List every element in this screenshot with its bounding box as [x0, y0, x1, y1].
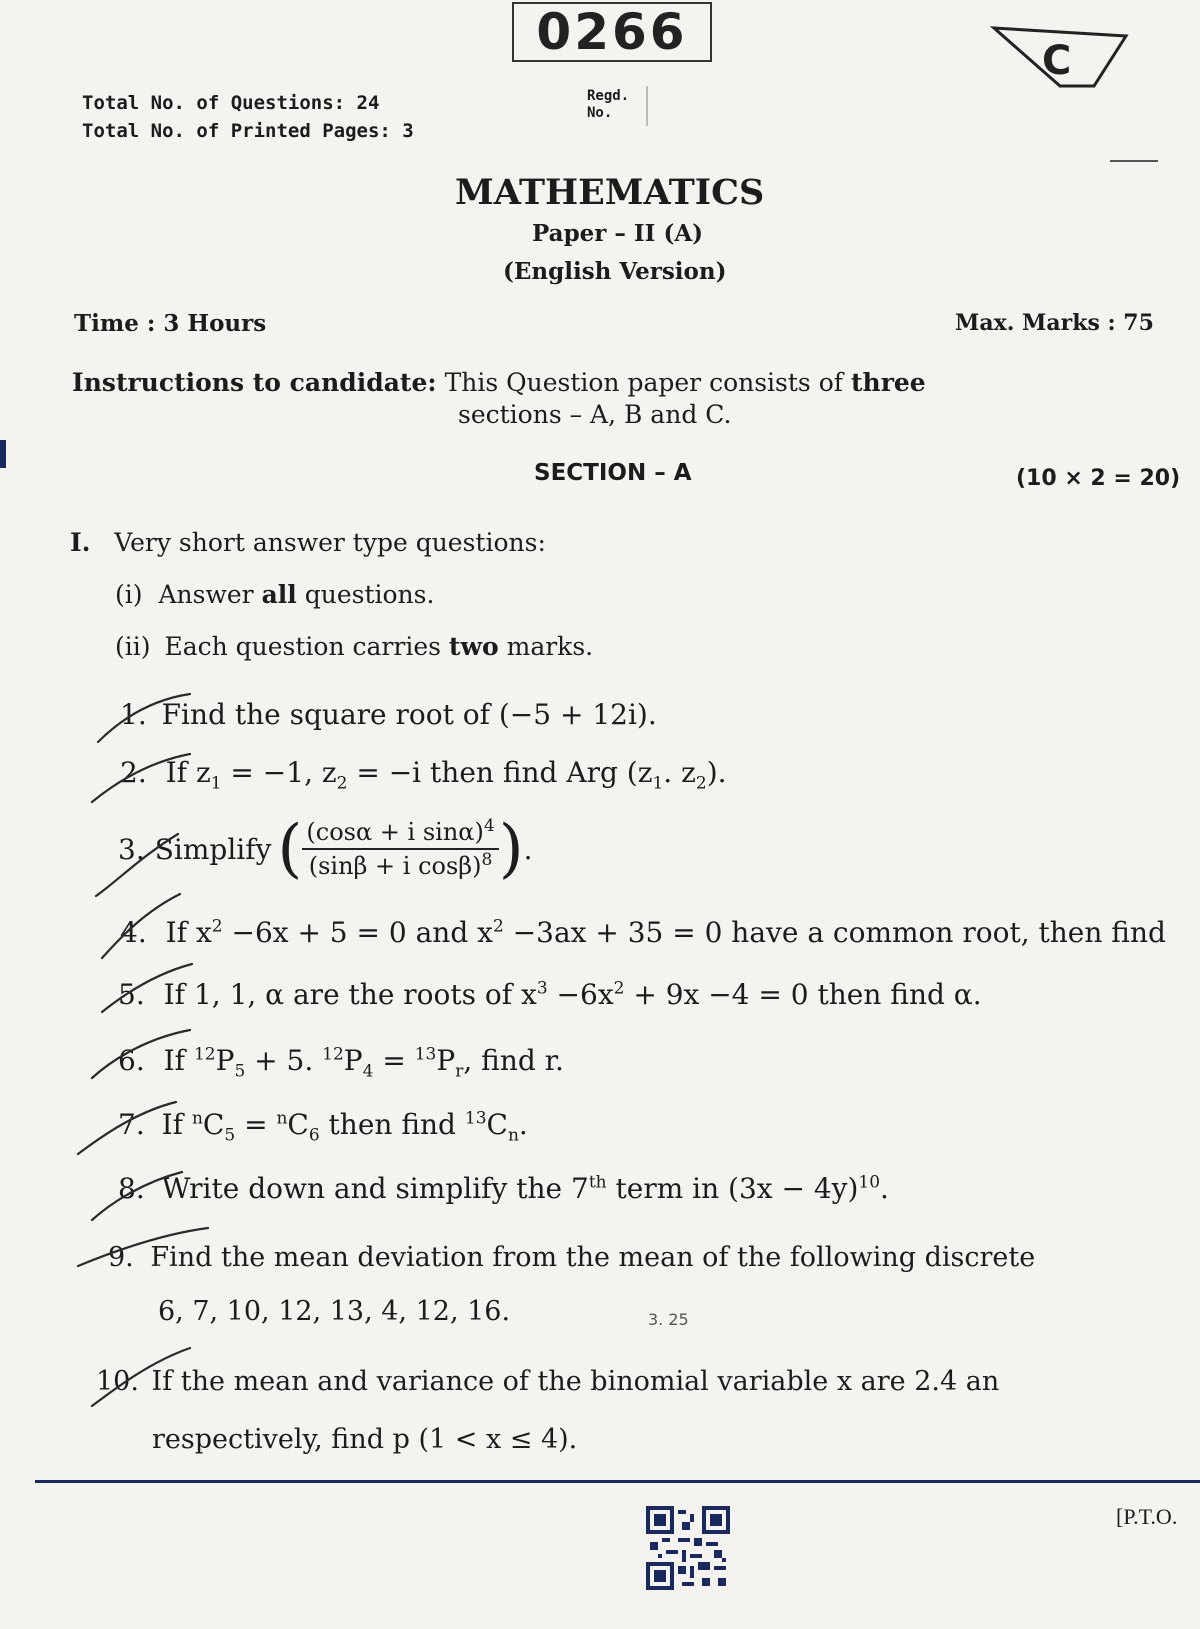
paper-number: Paper – II (A) [532, 220, 704, 247]
regd-box-edge [646, 86, 648, 126]
paper-code: 0266 [536, 3, 688, 61]
question-number: 6. [118, 1044, 145, 1077]
left-paren: ( [277, 812, 303, 886]
part-number: I. [70, 528, 91, 557]
question-number: 4. [120, 916, 147, 949]
instructions-line-2: sections – A, B and C. [458, 400, 732, 429]
pen-tick-mark [86, 748, 196, 808]
regd-underline [1110, 160, 1158, 162]
rule-2: (ii) Each question carries two marks. [115, 632, 594, 661]
part-title: Very short answer type questions: [114, 528, 546, 557]
rule-1: (i) Answer all questions. [115, 580, 435, 609]
total-questions: Total No. of Questions: 24 [82, 92, 380, 114]
instructions-text: This Question paper consists of [444, 368, 844, 397]
set-code-letter: C [1042, 38, 1072, 84]
pencil-note: 3. 25 [648, 1310, 689, 1329]
question-number: 1. [120, 698, 147, 731]
question-number: 10. [96, 1366, 139, 1397]
right-paren: ) [498, 812, 524, 886]
question-number: 9. [108, 1242, 134, 1273]
pen-tick-mark [72, 1096, 182, 1160]
paper-code-box [512, 2, 712, 62]
question-3: 3. Simplify ( $\frac{(\cos\alpha + i \sin\alpha)^4}{(\sin\beta + i \cos\beta)^8}$ ) . [118, 812, 533, 886]
question-9-line-2: 6, 7, 10, 12, 13, 4, 12, 16. [158, 1296, 511, 1327]
pto-marker: [P.T.O. [1116, 1504, 1178, 1529]
question-9: 9. Find the mean deviation from the mean of the following discrete [108, 1242, 1036, 1273]
question-1: 1. Find the square root of (−5 + 12i). [120, 698, 657, 731]
subject-title: MATHEMATICS [455, 172, 765, 213]
question-7: 7. If $^nC_5 = ^nC_6$ then find $^{13}C_n$. [118, 1108, 528, 1146]
question-4: 4. If $x^2 -6x + 5 = 0$ and $x^2 -3ax + 35 = 0$ have a common root, then find [120, 916, 1166, 949]
part-heading [70, 528, 546, 557]
set-code-badge [990, 22, 1130, 92]
question-number: 3. [118, 832, 145, 866]
question-5: 5. If 1, 1, α are the roots of $x^3 -6x^2 + 9x -4 = 0$ then find α. [118, 978, 982, 1011]
pen-tick-mark [96, 960, 196, 1020]
question-6: 6. If $^{12}P_5 + 5$. $^{12}P_4 = ^{13}P_r$, find r. [118, 1044, 564, 1082]
pen-tick-mark [86, 1166, 186, 1226]
pen-tick-mark [96, 888, 186, 968]
margin-mark [0, 440, 6, 468]
fraction: $\frac{(\cos\alpha + i \sin\alpha)^4}{(\sin\beta + i \cos\beta)^8}$ [302, 818, 498, 880]
regd-label: Regd. No. [587, 88, 630, 121]
question-number: 8. [118, 1172, 145, 1205]
question-number: 2. [120, 756, 147, 789]
question-number: 7. [118, 1108, 145, 1141]
total-pages: Total No. of Printed Pages: 3 [82, 120, 414, 142]
paper-version: (English Version) [503, 258, 727, 285]
question-8: 8. Write down and simplify the 7th term in $(3x - 4y)^{10}$. [118, 1172, 889, 1205]
question-10-line-2: respectively, find p (1 < x ≤ 4). [152, 1424, 578, 1455]
pen-tick-mark [90, 690, 200, 750]
instructions [72, 368, 926, 397]
instructions-label: Instructions to candidate: [72, 368, 437, 397]
qr-code-icon [646, 1506, 730, 1590]
question-2: 2. If $z_1 = -1$, $z_2 = -i$ then find Arg ($z_1$. $z_2$). [120, 756, 727, 794]
pen-tick-mark [86, 1024, 196, 1084]
question-number: 5. [118, 978, 145, 1011]
pen-tick-mark [72, 1224, 212, 1274]
pen-tick-mark [86, 1342, 196, 1412]
question-10: 10. If the mean and variance of the binomial variable x are 2.4 an [96, 1366, 1000, 1397]
section-title: SECTION – A [534, 460, 692, 486]
footer-divider [35, 1480, 1200, 1483]
max-marks: Max. Marks : 75 [955, 310, 1154, 336]
time-allowed: Time : 3 Hours [74, 310, 267, 337]
instructions-three: three [850, 368, 926, 397]
section-marks: (10 × 2 = 20) [1016, 466, 1181, 491]
